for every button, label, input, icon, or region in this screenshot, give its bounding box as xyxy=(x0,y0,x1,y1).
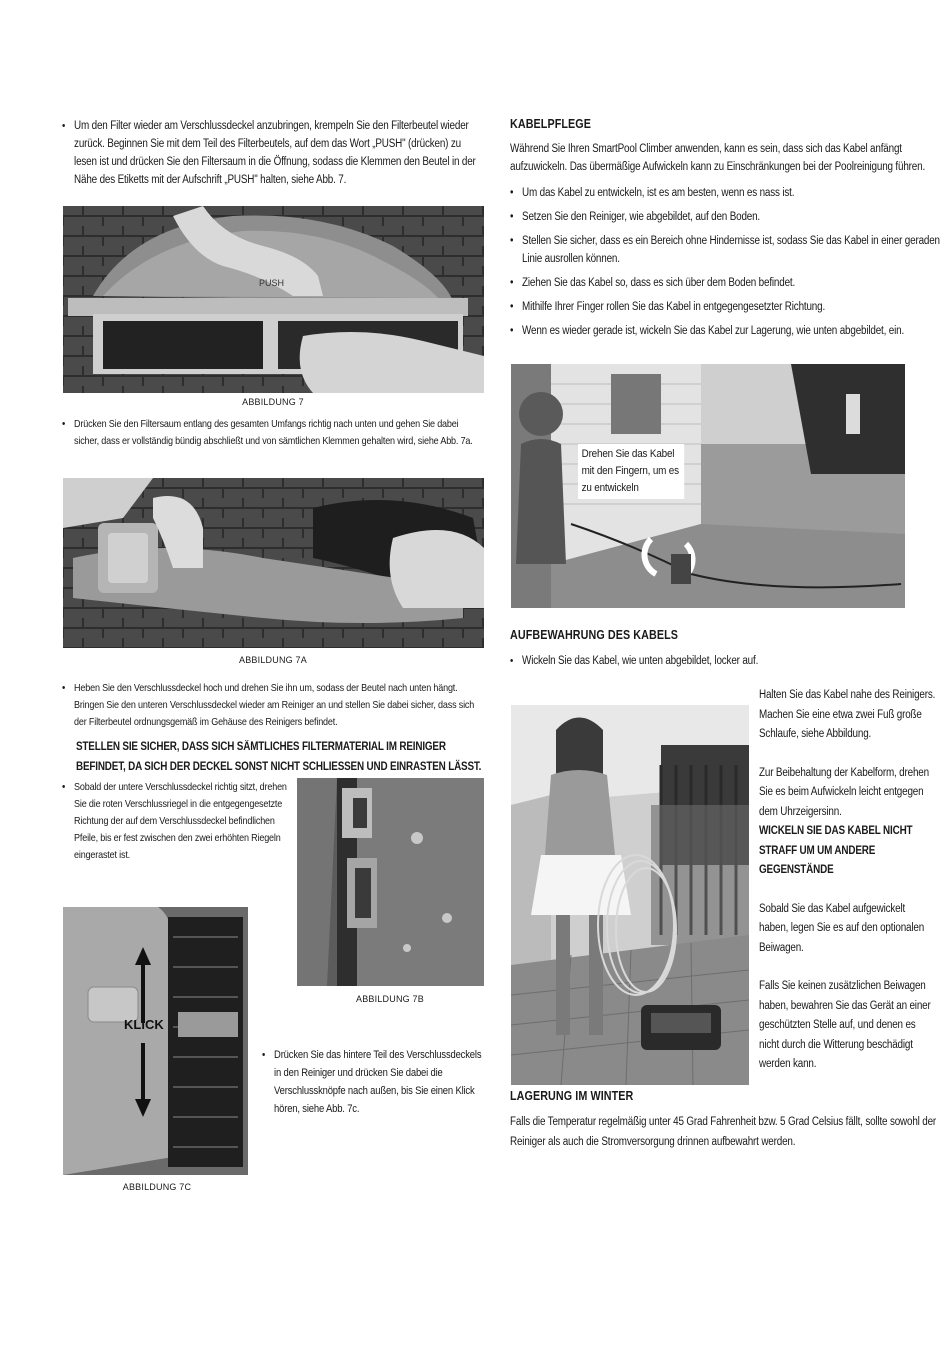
klick-label: KLICK xyxy=(124,1017,164,1032)
bullet-dot: • xyxy=(62,418,66,430)
bullet-dot: • xyxy=(62,682,66,694)
bullet-dot: • xyxy=(62,781,66,793)
list-item: • Wenn es wieder gerade ist, wickeln Sie das Kabel zur Lagerung, wie unten abgebildet, ein. xyxy=(510,325,905,337)
figure-7b-photo xyxy=(297,778,484,986)
kabelpflege-list xyxy=(510,184,940,346)
coil-paragraph-3: Sobald Sie das Kabel aufgewickelt haben, legen Sie es auf den optionalen Beiwagen. xyxy=(759,902,925,954)
bullet-filter-attach xyxy=(62,117,483,189)
coil-paragraph-4: Falls Sie keinen zusätzlichen Beiwagen haben, bewahren Sie das Gerät an einer geschützten Stelle auf, und denen es nicht durch die Witterung beschädigt werden kann. xyxy=(759,980,931,1070)
figure-7-caption: ABBILDUNG 7 xyxy=(242,397,304,407)
winter-text: Falls die Temperatur regelmäßig unter 45 Grad Fahrenheit bzw. 5 Grad Celsius fällt, sollte sowohl der Reiniger als auch die Stromversorgung drinnen aufbewahrt werden. xyxy=(510,1116,937,1148)
aufbewahrung-item xyxy=(510,652,871,670)
list-item: • Setzen Sie den Reiniger, wie abgebildet, auf den Boden. xyxy=(510,211,761,223)
bullet-text: Wickeln Sie das Kabel, wie unten abgebildet, locker auf. xyxy=(522,655,759,667)
bullet-dot: • xyxy=(262,1049,266,1061)
bullet-latch xyxy=(62,779,287,864)
warning-line-2: BEFINDET, DA SICH DER DECKEL SONST NICHT SCHLIESSEN UND EINRASTEN LÄSST. xyxy=(76,761,482,773)
bullet-text: Sobald der untere Verschlussdeckel richtig sitzt, drehen Sie die roten Verschlussriegel in die entgegengesetzte Richtung der auf dem Verschlussdeckel befindlichen Pfeile, bis er fest zwischen den zwei erhöhten Riegeln eingerastet ist. xyxy=(74,781,287,861)
filter-warning xyxy=(76,737,497,777)
bullet-push-back xyxy=(262,1046,487,1118)
bullet-dot: • xyxy=(62,120,66,132)
winter-heading: LAGERUNG IM WINTER xyxy=(510,1089,634,1103)
list-item: • Um das Kabel zu entwickeln, ist es am besten, wenn es nass ist. xyxy=(510,187,795,199)
figure-7b-caption: ABBILDUNG 7B xyxy=(356,994,424,1004)
list-item: • Mithilfe Ihrer Finger rollen Sie das Kabel in entgegengesetzter Richtung. xyxy=(510,301,826,313)
kabelpflege-intro: Während Sie Ihren SmartPool Climber anwenden, kann es sein, dass sich das Kabel anfängt aufzuwickeln. Das übermäßige Aufwickeln kann zu Einschränkungen bei der Poolreinigung führen. xyxy=(510,143,926,173)
figure-7-photo xyxy=(63,206,484,393)
bullet-filter-seam xyxy=(62,416,483,450)
bullet-text: Heben Sie den Verschlussdeckel hoch und drehen Sie ihn um, sodass der Beutel nach unten hängt. Bringen Sie den unteren Verschlussdeckel wieder am Reiniger an und stellen Sie dabei sicher, dass sich der Filterbeutel ordnungsgemäß im Gehäuse des Reinigers befindet. xyxy=(74,682,475,728)
figure-7c-photo xyxy=(63,907,248,1175)
figure-7a-caption: ABBILDUNG 7A xyxy=(239,655,307,665)
coil-instructions xyxy=(759,686,935,1075)
bullet-text: Drücken Sie das hintere Teil des Verschlussdeckels in den Reiniger und drücken Sie dabei die Verschlussknöpfe nach außen, bis Sie einen Klick hören, siehe Abb. 7c. xyxy=(274,1049,482,1115)
warning-line-1: STELLEN SIE SICHER, DASS SICH SÄMTLICHES FILTERMATERIAL IM REINIGER xyxy=(76,741,446,753)
figure-7c-caption: ABBILDUNG 7C xyxy=(122,1182,192,1192)
cable-untwist-photo xyxy=(511,364,905,608)
coil-paragraph-2: Zur Beibehaltung der Kabelform, drehen Sie es beim Aufwickeln leicht entgegen dem Uhrzeigersinn. xyxy=(759,766,929,818)
bullet-text: Drücken Sie den Filtersaum entlang des gesamten Umfangs richtig nach unten und gehen Sie dabei sicher, dass er vollständig bündig abschließt und von sämtlichen Klemmen gehalten wird, siehe Abb. 7a. xyxy=(74,418,473,447)
photo-callout: Drehen Sie das Kabel mit den Fingern, um es zu entwickeln xyxy=(578,444,684,499)
list-item: • Ziehen Sie das Kabel so, dass es sich über dem Boden befindet. xyxy=(510,277,796,289)
bullet-dot: • xyxy=(510,655,514,667)
coil-paragraph-1: Halten Sie das Kabel nahe des Reinigers. Machen Sie eine etwa zwei Fuß große Schlaufe, siehe Abbildung. xyxy=(759,689,936,740)
cable-coil-photo xyxy=(511,705,749,1085)
kabelpflege-heading: KABELPFLEGE xyxy=(510,117,591,131)
figure-7a-photo xyxy=(63,478,484,648)
coil-warning: WICKELN SIE DAS KABEL NICHT STRAFF UM UM ANDERE GEGENSTÄNDE xyxy=(759,825,913,876)
bullet-lift-cover xyxy=(62,680,483,731)
aufbewahrung-heading: AUFBEWAHRUNG DES KABELS xyxy=(510,628,679,642)
bullet-text: Um den Filter wieder am Verschlussdeckel anzubringen, krempeln Sie den Filterbeutel wieder zurück. Beginnen Sie mit dem Teil des Filterbeutels, auf dem das Wort „PUSH" (drücken) zu lesen ist und drücken Sie den Filtersaum in die Öffnung, sodass die Klemmen den Beutel in der Nähe des Etiketts mit der Aufschrift „PUSH" halten, siehe Abb. 7. xyxy=(74,120,476,186)
push-label: PUSH xyxy=(259,278,285,288)
list-item: • Stellen Sie sicher, dass es ein Bereich ohne Hindernisse ist, sodass Sie das Kabel in einer geraden Linie ausrollen können. xyxy=(510,235,940,265)
